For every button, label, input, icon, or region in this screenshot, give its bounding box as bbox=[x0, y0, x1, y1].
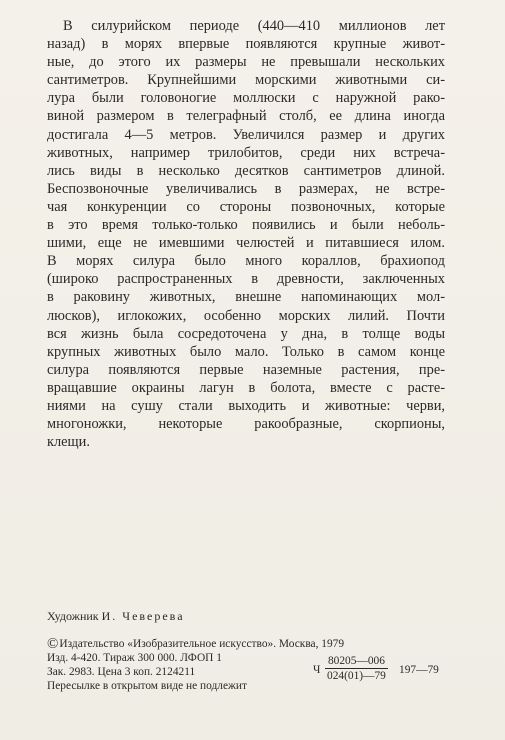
paragraph-line: в раковину животных, внешне напоминающих мол- bbox=[47, 289, 445, 306]
paragraph-line: назад) в морях впервые появляются крупные живот- bbox=[47, 36, 445, 53]
paragraph-line: чая конкуренции со стороны позвоночных, которые bbox=[47, 198, 445, 215]
silurian-description-text bbox=[47, 17, 445, 451]
paragraph-line: люсков), иглокожих, особенно морских лилий. Почти bbox=[47, 307, 445, 324]
paragraph-line: достигала 4—5 метров. Увеличился размер и других bbox=[47, 126, 445, 143]
artist-credit bbox=[47, 609, 185, 623]
paragraph-line: клещи. bbox=[47, 434, 90, 451]
paragraph-line: В морях силура было много кораллов, брахиопод bbox=[47, 253, 445, 270]
paragraph-line: в это время только-только появились и были неболь- bbox=[47, 217, 445, 234]
imprint-edition-line: Изд. 4-420. Тираж 300 000. ЛФОП 1 bbox=[47, 652, 222, 664]
imprint-publisher-line bbox=[47, 637, 447, 651]
paragraph-line: виной размером в телеграфный столб, ее длина иногда bbox=[47, 108, 445, 125]
paragraph-line: (широко распространенных в древности, заключенных bbox=[47, 271, 445, 288]
paragraph-line: животных, например трилобитов, среди них встреча- bbox=[47, 144, 445, 161]
artist-name: И. Чеверева bbox=[101, 609, 185, 623]
artist-role: Художник bbox=[47, 609, 99, 623]
publisher-imprint bbox=[47, 637, 447, 693]
paragraph-line: вращавшие окраины лагун в болота, вместе с расте- bbox=[47, 379, 445, 396]
paragraph-line: силура появляются первые наземные растения, пре- bbox=[47, 361, 445, 378]
catalog-index-numerator: 80205—006 bbox=[325, 655, 388, 669]
imprint-mailing-note: Пересылке в открытом виде не подлежит bbox=[47, 680, 247, 692]
paragraph-line: вся жизнь была сосредоточена у дна, в толще воды bbox=[47, 325, 445, 342]
paragraph-line: Беспозвоночные увеличивались в размерах, не встре- bbox=[47, 180, 445, 197]
paragraph-line: ниями на сушу стали выходить и животные: черви, bbox=[47, 397, 445, 414]
paragraph-line: сантиметров. Крупнейшими морскими животными си- bbox=[47, 72, 445, 89]
paragraph-line: лура были головоногие моллюски с наружной рако- bbox=[47, 90, 445, 107]
catalog-index-fraction bbox=[325, 655, 388, 683]
paragraph-line: многоножки, некоторые ракообразные, скорпионы, bbox=[47, 416, 445, 433]
paragraph-line: ные, до этого их размеры не превышали нескольких bbox=[47, 54, 445, 71]
paragraph-line: крупных животных было мало. Только в самом конце bbox=[47, 343, 445, 360]
catalog-index-letter: Ч bbox=[313, 664, 321, 676]
paragraph-line: лись виды в несколько десятков сантиметров длиной. bbox=[47, 162, 445, 179]
paragraph-line: В силурийском периоде (440—410 миллионов лет bbox=[63, 18, 445, 34]
imprint-order-line: Зак. 2983. Цена 3 коп. 2124211 bbox=[47, 666, 196, 678]
catalog-index-tail: 197—79 bbox=[399, 664, 439, 676]
imprint-publisher: Издательство «Изобразительное искусство». Москва, 1979 bbox=[59, 638, 345, 650]
copyright-icon: © bbox=[47, 636, 59, 652]
catalog-index-denominator: 024(01)—79 bbox=[327, 670, 386, 682]
paragraph-line: шими, еще не имевшими челюстей и питавшиеся илом. bbox=[47, 235, 445, 252]
